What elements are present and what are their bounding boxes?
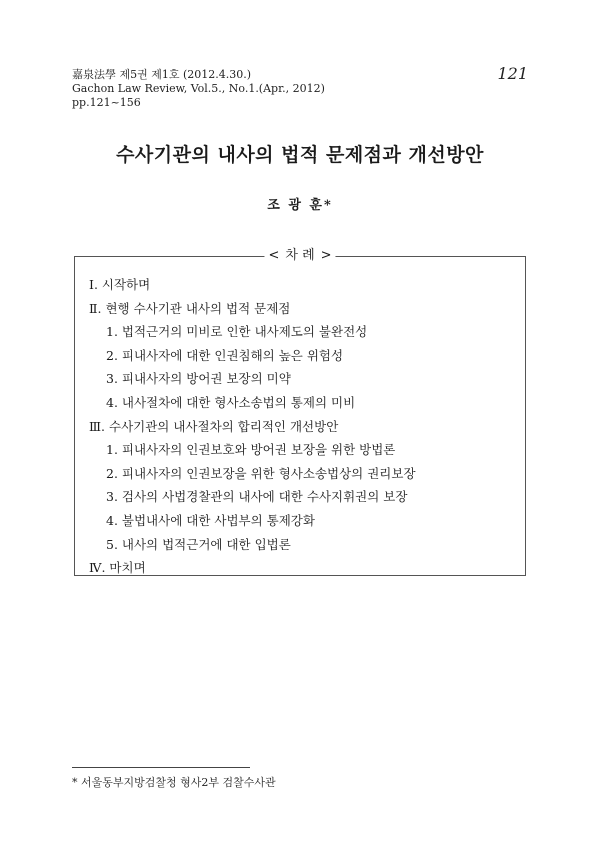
running-header bbox=[72, 68, 325, 110]
author-footnote: * 서울동부지방검찰청 형사2부 검찰수사관 bbox=[72, 776, 276, 789]
toc-subsection-item: 2. 피내사자의 인권보장을 위한 형사소송법상의 권리보장 bbox=[106, 465, 416, 481]
table-of-contents bbox=[74, 248, 526, 576]
toc-subsection-item: 3. 검사의 사법경찰관의 내사에 대한 수사지휘권의 보장 bbox=[106, 489, 408, 505]
toc-subsection-item: 2. 피내사자에 대한 인권침해의 높은 위험성 bbox=[106, 347, 344, 363]
toc-subsection-item: 4. 내사절차에 대한 형사소송법의 통제의 미비 bbox=[106, 394, 356, 410]
toc-subsection-item: 4. 불법내사에 대한 사법부의 통제강화 bbox=[106, 512, 315, 528]
author-name: 조 광 훈* bbox=[267, 198, 333, 213]
toc-subsection-item: 3. 피내사자의 방어권 보장의 미약 bbox=[106, 371, 291, 387]
toc-subsection-item: 1. 피내사자의 인권보호와 방어권 보장을 위한 방법론 bbox=[106, 442, 396, 458]
page-number: 121 bbox=[497, 64, 528, 83]
journal-english-title: Gachon Law Review, Vol.5., No.1.(Apr., 2012) bbox=[72, 82, 325, 95]
chevron-right-icon: > bbox=[320, 248, 332, 263]
toc-section-item: Ⅲ. 수사기관의 내사절차의 합리적인 개선방안 bbox=[89, 418, 339, 434]
footnote-divider bbox=[72, 767, 250, 768]
page-range: pp.121~156 bbox=[72, 96, 141, 109]
toc-section-item: Ⅳ. 마치며 bbox=[89, 560, 146, 576]
toc-heading bbox=[264, 247, 335, 265]
toc-section-item: Ⅱ. 현행 수사기관 내사의 법적 문제점 bbox=[89, 300, 291, 316]
toc-list bbox=[89, 273, 515, 580]
toc-heading-label: 차 례 bbox=[285, 248, 315, 263]
toc-subsection-item: 5. 내사의 법적근거에 대한 입법론 bbox=[106, 536, 291, 552]
paper-title: 수사기관의 내사의 법적 문제점과 개선방안 bbox=[116, 144, 484, 166]
journal-korean-title: 嘉泉法學 제5권 제1호 (2012.4.30.) bbox=[72, 68, 252, 81]
toc-subsection-item: 1. 법적근거의 미비로 인한 내사제도의 불완전성 bbox=[106, 324, 368, 340]
toc-section-item: Ⅰ. 시작하며 bbox=[89, 277, 151, 292]
chevron-left-icon: < bbox=[268, 248, 280, 263]
